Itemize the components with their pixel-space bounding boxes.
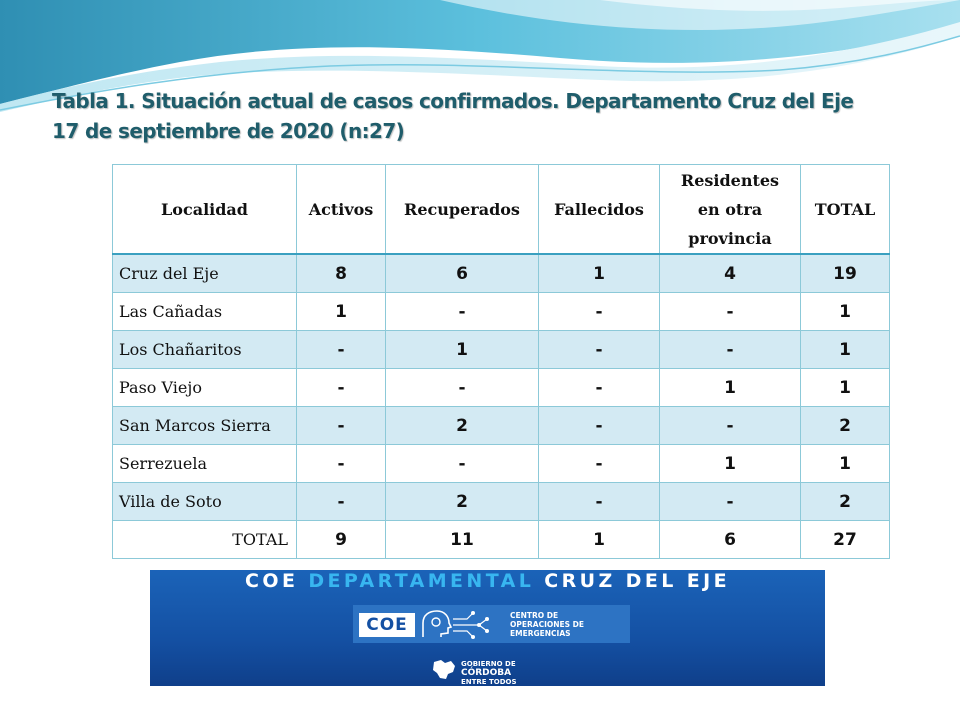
cell-fallecidos: -	[539, 331, 660, 369]
table-row	[113, 445, 890, 483]
page-title	[52, 86, 912, 146]
totals-label: TOTAL	[113, 521, 297, 559]
total-residentes: 6	[660, 521, 801, 559]
cell-fallecidos: -	[539, 293, 660, 331]
cell-recuperados: 2	[386, 483, 539, 521]
cell-recuperados: -	[386, 445, 539, 483]
cell-total: 1	[801, 331, 890, 369]
header-residentes-line-3: provincia	[688, 228, 772, 248]
table-row	[113, 407, 890, 445]
gob-line-2: CÓRDOBA	[461, 668, 512, 678]
cell-recuperados: -	[386, 293, 539, 331]
cell-activos: -	[297, 483, 386, 521]
cell-fallecidos: -	[539, 483, 660, 521]
cell-residentes: 4	[660, 254, 801, 293]
total-fallecidos: 1	[539, 521, 660, 559]
cell-recuperados: 6	[386, 254, 539, 293]
title-line-2: 17 de septiembre de 2020 (n:27)	[52, 119, 405, 143]
table-row	[113, 369, 890, 407]
banner-title	[150, 570, 825, 592]
cell-activos: 8	[297, 254, 386, 293]
title-line-1: Tabla 1. Situación actual de casos confirmados. Departamento Cruz del Eje	[52, 89, 854, 113]
cell-localidad: Villa de Soto	[113, 483, 297, 521]
header-activos: Activos	[297, 165, 386, 255]
coe-badge: COE	[359, 613, 415, 637]
cell-residentes: -	[660, 483, 801, 521]
cell-localidad: Paso Viejo	[113, 369, 297, 407]
cell-fallecidos: -	[539, 445, 660, 483]
cell-activos: -	[297, 407, 386, 445]
gobierno-cordoba-logo	[461, 660, 517, 686]
table-row	[113, 331, 890, 369]
cell-total: 2	[801, 407, 890, 445]
header-localidad: Localidad	[113, 165, 297, 255]
total-activos: 9	[297, 521, 386, 559]
table-row	[113, 254, 890, 293]
cell-activos: -	[297, 331, 386, 369]
gob-line-1: GOBIERNO DE	[461, 660, 516, 668]
header-residentes-line-1: Residentes	[680, 170, 780, 190]
cell-residentes: -	[660, 293, 801, 331]
cell-localidad: Serrezuela	[113, 445, 297, 483]
coe-text-line-2: OPERACIONES DE	[510, 620, 585, 629]
table-row	[113, 293, 890, 331]
coe-text	[510, 611, 628, 638]
header-residentes-line-2: en otra	[697, 199, 763, 219]
cell-recuperados: 1	[386, 331, 539, 369]
gob-line-3: ENTRE TODOS	[461, 678, 517, 686]
banner-word-departamental: DEPARTAMENTAL	[308, 570, 535, 592]
cell-fallecidos: -	[539, 369, 660, 407]
cases-table	[112, 164, 890, 559]
header-fallecidos: Fallecidos	[539, 165, 660, 255]
total-total: 27	[801, 521, 890, 559]
cell-localidad: San Marcos Sierra	[113, 407, 297, 445]
cell-activos: -	[297, 369, 386, 407]
cell-residentes: 1	[660, 369, 801, 407]
coe-logo	[353, 605, 630, 643]
header-total: TOTAL	[801, 165, 890, 255]
cell-fallecidos: 1	[539, 254, 660, 293]
total-recuperados: 11	[386, 521, 539, 559]
table-row	[113, 483, 890, 521]
cell-recuperados: 2	[386, 407, 539, 445]
cell-total: 19	[801, 254, 890, 293]
cell-residentes: 1	[660, 445, 801, 483]
cell-localidad: Los Chañaritos	[113, 331, 297, 369]
cell-activos: 1	[297, 293, 386, 331]
cell-total: 1	[801, 445, 890, 483]
cell-recuperados: -	[386, 369, 539, 407]
cell-localidad: Las Cañadas	[113, 293, 297, 331]
cordoba-province-icon	[431, 658, 457, 680]
cell-localidad: Cruz del Eje	[113, 254, 297, 293]
coe-text-line-3: EMERGENCIAS	[510, 629, 571, 638]
cell-total: 1	[801, 293, 890, 331]
header-residentes	[660, 165, 801, 255]
cell-residentes: -	[660, 407, 801, 445]
cell-activos: -	[297, 445, 386, 483]
cell-fallecidos: -	[539, 407, 660, 445]
banner-word-coe: COE	[245, 570, 299, 592]
cell-residentes: -	[660, 331, 801, 369]
table-header-row	[113, 165, 890, 255]
coe-head-circuit-icon	[417, 609, 507, 641]
coe-text-line-1: CENTRO DE	[510, 611, 559, 620]
banner-word-cruz-del-eje: CRUZ DEL EJE	[544, 570, 730, 592]
totals-row	[113, 521, 890, 559]
cell-total: 2	[801, 483, 890, 521]
coe-banner	[150, 570, 825, 686]
header-recuperados: Recuperados	[386, 165, 539, 255]
cell-total: 1	[801, 369, 890, 407]
